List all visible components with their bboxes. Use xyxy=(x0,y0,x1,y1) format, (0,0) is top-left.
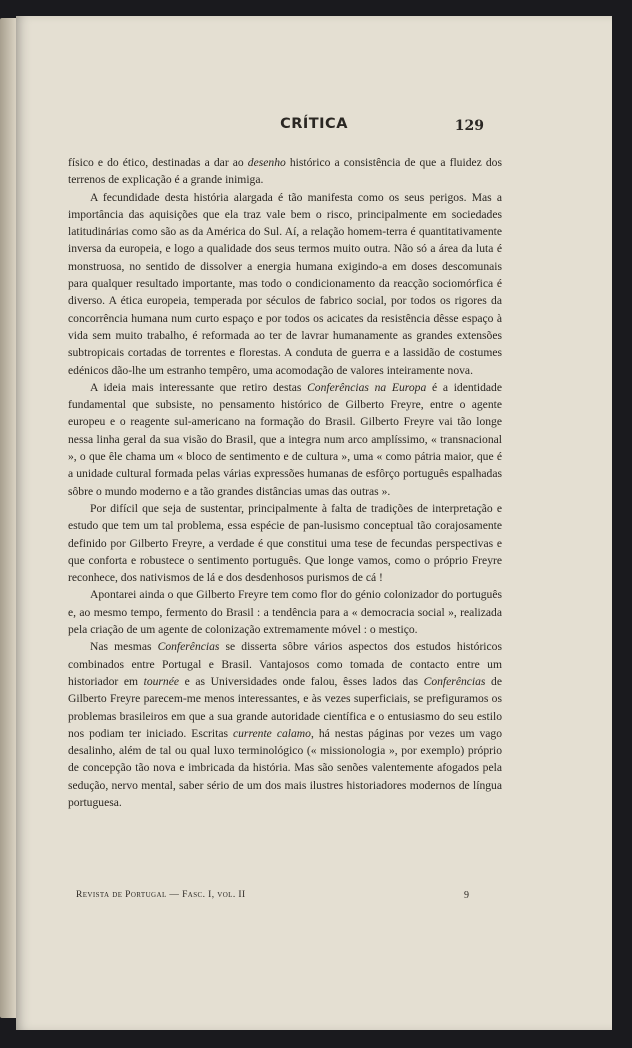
paragraph xyxy=(68,638,502,811)
text-run: de Gilberto Freyre parecem-me menos interessantes, e às vezes superficiais, se prefiguramos os problemas brasileiros em que a sua grande autoridade científica e o entusiasmo do seu estilo nos podiam ter iniciado. Escritas xyxy=(68,674,502,740)
text-run: é a identidade fundamental que subsiste, no pensamento histórico de Gilberto Freyre, entre o agente europeu e o reagente sul-americano na formação do Brasil. Gilberto Freyre vai tão longe nessa linha geral da sua visão do Brasil, que a integra num arco amplíssimo, « transnacional », o que êle chama um « bloco de sentimento e de cultura », uma « como pátria maior, que é a unidade cultural formada pelas várias expressões humanas de esfôrço português espalhadas sôbre o mundo moderno e a tão grandes distâncias umas das outras ». xyxy=(68,380,502,498)
printer-signature-mark: 9 xyxy=(464,890,470,901)
text-run: A fecundidade desta história alargada é tão manifesta como os seus perigos. Mas a importância das aquisições que ela traz vale bem o risco, principalmente em sociedades latitudinárias como são as da América do Sul. Aí, a relação homem-terra é quantitativamente inversa da europeia, e logo a qualidade dos seus termos muito outra. Não só a área da luta é monstruosa, no sentido de dissolver a energia humana exigindo-a em doses descomunais para qualquer resultado importante, mas todo o condicionamento da reacção sociomórfica é diverso. A ética europeia, temperada por séculos de fabrico social, por todos os rigores da concorrência humana num curto espaço e por todos os acicates da resistência dêsse espaço à vida sem muito trabalho, é reformada ao ter de lavrar humanamente as grandes extensões subtropicais cortadas de torrentes e florestas. A conduta de guerra e a lassidão de costumes edénicos dão-lhe um estranho tempêro, uma acomodação de valores inteiramente nova. xyxy=(68,190,502,377)
article-body xyxy=(68,154,502,811)
italic-text-run: Conferências xyxy=(423,674,486,688)
page-number: 129 xyxy=(454,118,484,134)
text-run: se disserta sôbre vários aspectos dos estudos históricos combinados entre Portugal e Brasil. Vantajosos como tomada de contacto entre um historiador em xyxy=(68,640,502,688)
text-run: histórico a consistência de que a fluidez dos terrenos de explicação é a grande inimiga. xyxy=(68,156,502,187)
italic-text-run: tournée xyxy=(143,674,180,688)
paragraph xyxy=(68,379,502,500)
text-run: A ideia mais interessante que retiro destas xyxy=(90,380,308,394)
text-run: físico e do ético, destinadas a dar ao xyxy=(68,156,248,169)
paragraph xyxy=(68,154,502,189)
italic-text-run: desenho xyxy=(247,156,286,169)
text-run: Por difícil que seja de sustentar, principalmente à falta de tradições de interpretação e estudo que tem um tal problema, essa espécie de pan-lusismo conceptual tão corajosamente definido por Gilberto Freyre, a verdade é que constitui uma tese de fecundas perspectivas e que conforta e robustece o sentimento português. Que longe vamos, como o próprio Freyre reconhece, dos nativismos de lá e dos desdenhosos purismos de cá ! xyxy=(68,501,502,585)
italic-text-run: Conferências na Europa xyxy=(307,380,427,394)
text-run: , há nestas páginas por vezes um vago desalinho, além de tal ou qual luxo terminológico (« missionologia », por exemplo) próprio de concepção tão nova e imbricada da história. Mas são senões valentemente afogados pela sedução, nervo mental, saber sério de um dos mais ilustres historiadores modernos de língua portuguesa. xyxy=(68,726,502,809)
italic-text-run: Conferências xyxy=(157,640,220,654)
text-run: e as Universidades onde falou, êsses lados das xyxy=(179,674,424,688)
paragraph xyxy=(68,189,502,379)
journal-signature-line: Revista de Portugal — Fasc. I, vol. II xyxy=(76,890,246,900)
paragraph xyxy=(68,500,502,586)
text-run: Apontarei ainda o que Gilberto Freyre tem como flor do génio colonizador do português e, ao mesmo tempo, fermento do Brasil : a tendência para a « democracia social », realizada pela criação de um agente de colonização extremamente móvel : o mestiço. xyxy=(68,588,502,637)
running-header-title: CRÍTICA xyxy=(280,116,348,132)
book-page xyxy=(16,16,612,1030)
italic-text-run: currente calamo xyxy=(232,726,311,740)
text-run: Nas mesmas xyxy=(90,640,158,654)
paragraph xyxy=(68,586,502,638)
